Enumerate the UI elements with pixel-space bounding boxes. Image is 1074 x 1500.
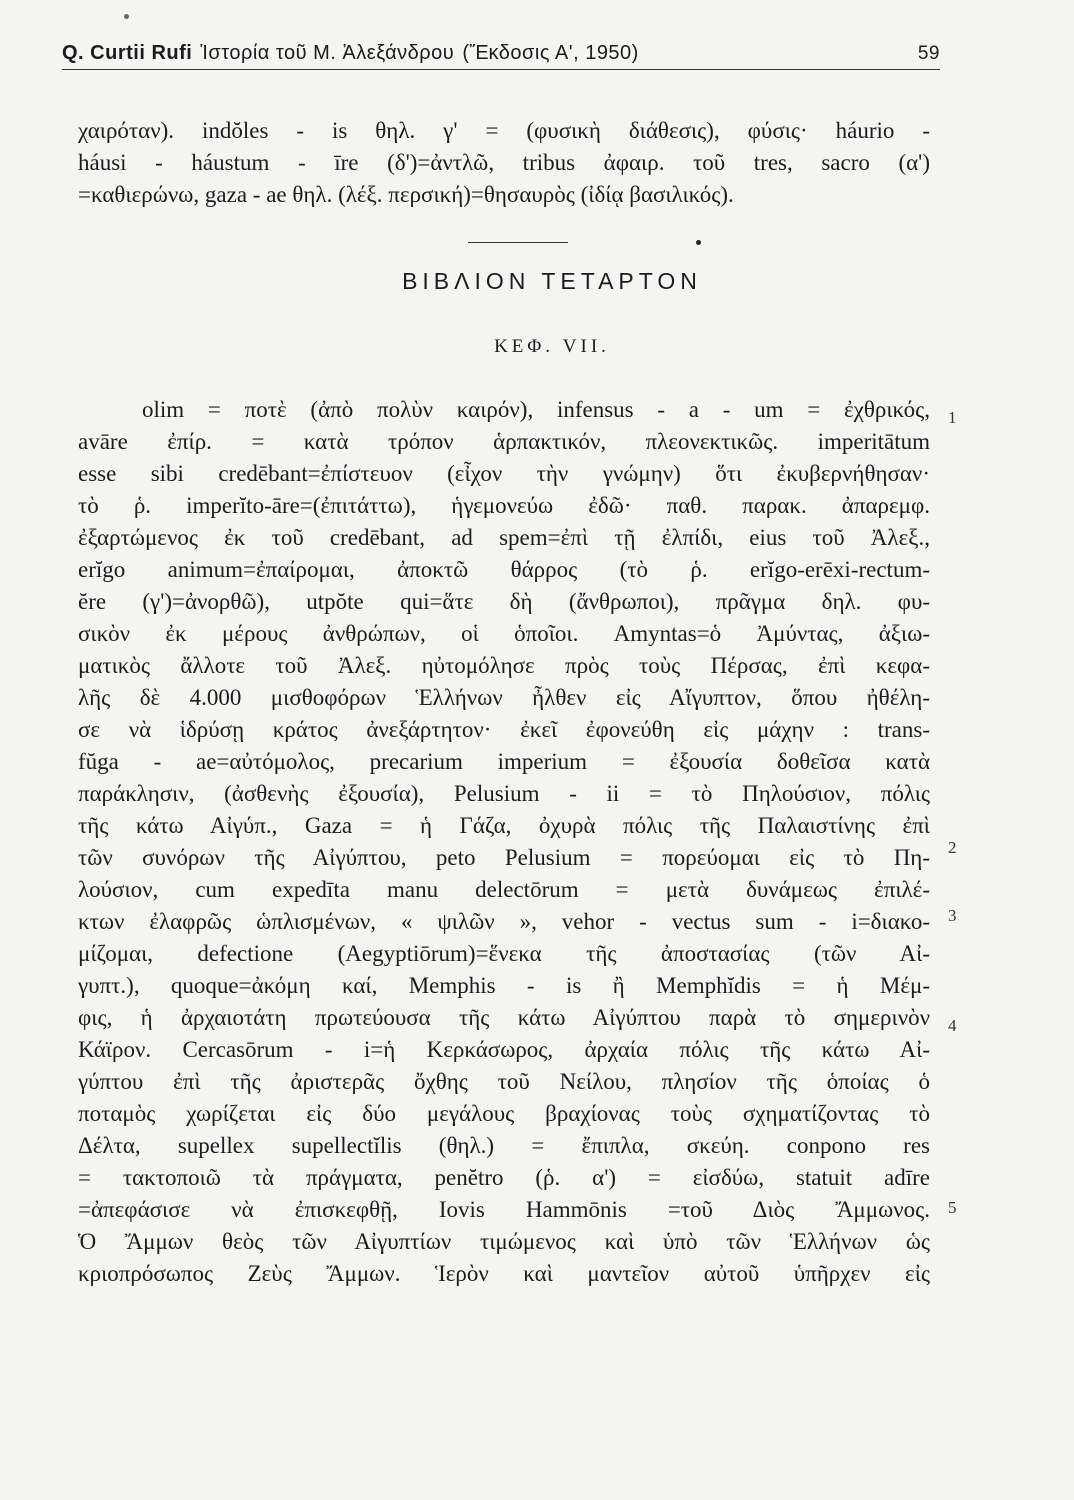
header-edition: (Ἔκδοσις Α', 1950): [462, 42, 639, 64]
margin-number: 3: [948, 906, 957, 925]
margin-number: 4: [948, 1016, 957, 1035]
text-line: γύπτου ἐπὶ τῆς ἀριστερᾶς ὄχθης τοῦ Νείλου, πλησίον τῆς ὁποίας ὁ: [78, 1069, 930, 1094]
text-line: olim = ποτὲ (ἀπὸ πολὺν καιρόν), infensus - a - um = ἐχθρικός,: [142, 397, 930, 422]
book-title: ΒΙΒΛΙΟΝ ΤΕΤΑΡΤΟΝ: [402, 268, 702, 294]
text-line: τῶν συνόρων τῆς Αἰγύπτου, peto Pelusium = πορεύομαι εἰς τὸ Πη-: [78, 845, 930, 870]
text-line: ποταμὸς χωρίζεται εἰς δύο μεγάλους βραχίονας τοὺς σχηματίζοντας τὸ: [78, 1101, 930, 1126]
text-line: fŭga - ae=αὐτόμολος, precarium imperium = ἐξουσία δοθεῖσα κατὰ: [78, 749, 930, 774]
text-line: erĭgo animum=ἐπαίρομαι, ἀποκτῶ θάρρος (τὸ ῥ. erĭgo-erēxi-rectum-: [78, 557, 930, 582]
text-line: σε νὰ ἱδρύσῃ κράτος ἀνεξάρτητον· ἐκεῖ ἐφονεύθη εἰς μάχην : trans-: [78, 717, 930, 742]
text-line: ĕre (γ')=ἀνορθῶ), utpŏte qui=ἅτε δὴ (ἄνθρωποι), πρᾶγμα δηλ. φυ-: [78, 589, 930, 614]
text-line: παράκλησιν, (ἀσθενὴς ἐξουσία), Pelusium - ii = τὸ Πηλούσιον, πόλις: [78, 781, 930, 806]
page-number: 59: [917, 43, 940, 64]
text-line: λῆς δὲ 4.000 μισθοφόρων Ἑλλήνων ἦλθεν εἰς Αἴγυπτον, ὅπου ἠθέλη-: [78, 685, 930, 710]
text-line: esse sibi credēbant=ἐπίστευον (εἶχον τὴν γνώμην) ὅτι ἐκυβερνήθησαν·: [78, 461, 930, 486]
paper-speck: [124, 14, 129, 19]
margin-number: 2: [948, 838, 957, 857]
text-line: τῆς κάτω Αἰγύπ., Gaza = ἡ Γάζα, ὀχυρὰ πόλις τῆς Παλαιστίνης ἐπὶ: [78, 813, 930, 838]
text-line: ἐξαρτώμενος ἐκ τοῦ credēbant, ad spem=ἐπὶ τῇ ἐλπίδι, eius τοῦ Ἀλεξ.,: [78, 525, 930, 550]
text-line: avāre ἐπίρ. = κατὰ τρόπον ἁρπακτικόν, πλεονεκτικῶς. imperitātum: [78, 429, 930, 454]
text-line: μίζομαι, defectione (Aegyptiōrum)=ἕνεκα τῆς ἀποστασίας (τῶν Αἰ-: [78, 941, 930, 966]
text-line: = τακτοποιῶ τὰ πράγματα, penĕtro (ῥ. α') = εἰσδύω, statuit adīre: [78, 1165, 930, 1190]
commentary-body: [78, 394, 930, 1290]
text-line: κριοπρόσωπος Ζεὺς Ἄμμων. Ἱερὸν καὶ μαντεῖον αὐτοῦ ὑπῆρχεν εἰς: [78, 1261, 930, 1286]
margin-number: 1: [948, 408, 957, 427]
chapter-title: ΚΕΦ. VII.: [494, 336, 610, 357]
text-line: χαιρόταν). indŏles - is θηλ. γ' = (φυσικὴ διάθεσις), φύσις· háurio -: [78, 118, 930, 143]
text-line: ματικὸς ἄλλοτε τοῦ Ἀλεξ. ηὐτομόλησε πρὸς τοὺς Πέρσας, ἐπὶ κεφα-: [78, 653, 930, 678]
header-author: Q. Curtii Rufi: [62, 42, 193, 64]
section-separator: [468, 238, 708, 248]
text-line: φις, ἡ ἀρχαιοτάτη πρωτεύουσα τῆς κάτω Αἰγύπτου παρὰ τὸ σημερινὸν: [78, 1005, 930, 1030]
text-line: τὸ ῥ. imperĭto-āre=(ἐπιτάττω), ἡγεμονεύω ἐδῶ· παθ. παρακ. ἀπαρεμφ.: [78, 493, 930, 518]
text-line: Δέλτα, supellex supellectĭlis (θηλ.) = ἔπιπλα, σκεύη. conpono res: [78, 1133, 930, 1158]
header-title: Ἱστορία τοῦ Μ. Ἀλεξάνδρου: [200, 42, 455, 64]
text-line: =ἀπεφάσισε νὰ ἐπισκεφθῇ, Iovis Hammōnis =τοῦ Διὸς Ἄμμωνος.: [78, 1197, 930, 1222]
text-line: σικὸν ἐκ μέρους ἀνθρώπων, οἱ ὁποῖοι. Amyntas=ὁ Ἀμύντας, ἀξιω-: [78, 621, 930, 646]
separator-rule: [468, 242, 568, 243]
separator-dot: [696, 240, 701, 245]
text-line: =καθιερώνω, gaza - ae θηλ. (λέξ. περσική)=θησαυρὸς (ἰδίᾳ βασιλικός).: [78, 182, 734, 207]
margin-number: 5: [948, 1198, 957, 1217]
text-line: Κάϊρον. Cercasōrum - i=ἡ Κερκάσωρος, ἀρχαία πόλις τῆς κάτω Αἰ-: [78, 1037, 930, 1062]
running-header: [62, 42, 940, 70]
text-line: κτων ἐλαφρῶς ὡπλισμένων, « ψιλῶν », vehor - vectus sum - i=διακο-: [78, 909, 930, 934]
text-line: λούσιον, cum expedīta manu delectōrum = μετὰ δυνάμεως ἐπιλέ-: [78, 877, 930, 902]
intro-paragraph: [78, 115, 930, 211]
text-line: Ὁ Ἄμμων θεὸς τῶν Αἰγυπτίων τιμώμενος καὶ ὑπὸ τῶν Ἑλλήνων ὡς: [78, 1229, 930, 1254]
header-title-group: [62, 42, 641, 65]
text-line: háusi - háustum - īre (δ')=ἀντλῶ, tribus ἀφαιρ. τοῦ tres, sacro (α'): [78, 150, 930, 175]
text-line: γυπτ.), quoque=ἀκόμη καί, Memphis - is ἢ Memphĭdis = ἡ Μέμ-: [78, 973, 930, 998]
